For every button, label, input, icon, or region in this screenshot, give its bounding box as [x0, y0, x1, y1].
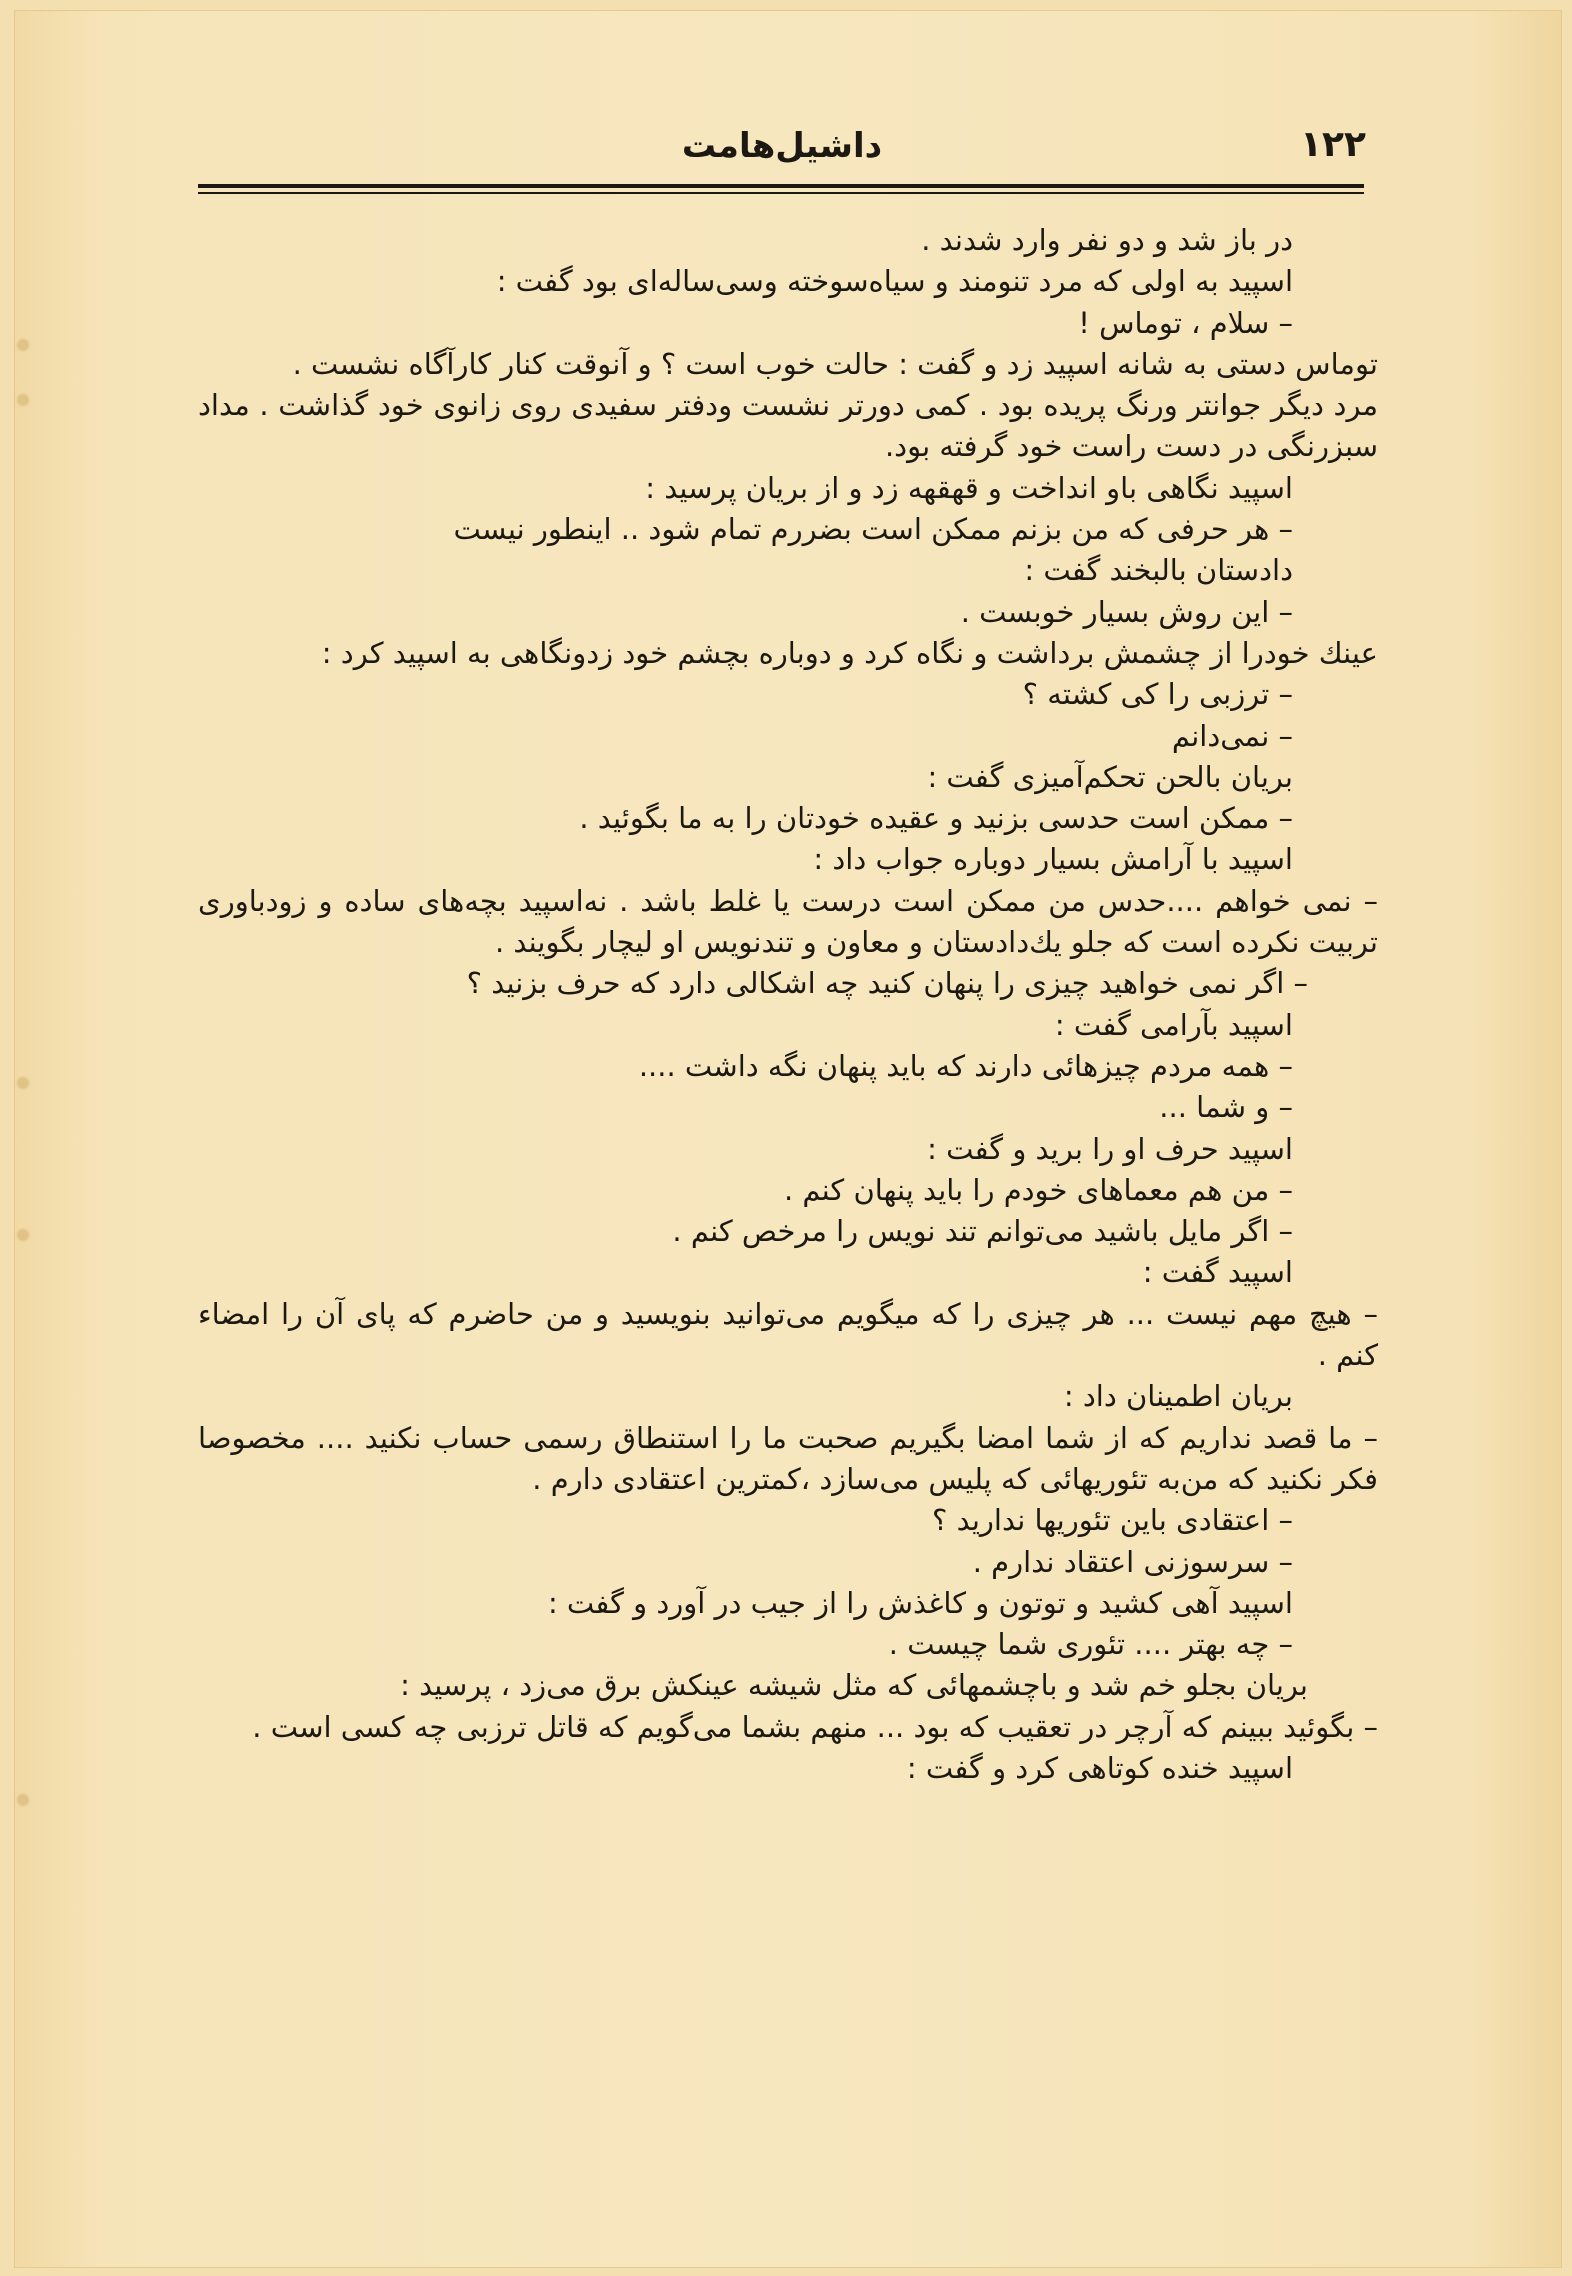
- paragraph: دادستان بالبخند گفت :: [1024, 553, 1293, 588]
- page-number: ۱۲۲: [1300, 124, 1366, 165]
- paragraph: بریان بالحن تحکم‌آمیزی گفت :: [927, 759, 1293, 794]
- binding-hole: [18, 1230, 28, 1240]
- paragraph: عینك خودرا از چشمش برداشت و نگاه کرد و دوباره بچشم خود زدونگاهی به اسپید کرد :: [321, 635, 1378, 670]
- paragraph: اسپید حرف او را برید و گفت :: [927, 1131, 1293, 1166]
- paragraph: – نمی خواهم ....حدس من ممکن است درست یا غلط باشد . نه‌اسپید بچه‌های ساده و زودباوری تربیت نکرده است که جلو یك‌دادستان و معاون و تندنویس او لیچار بگویند .: [198, 883, 1378, 960]
- paragraph: اسپید به اولی که مرد تنومند و سیاه‌سوخته وسی‌ساله‌ای بود گفت :: [496, 264, 1293, 299]
- paragraph: – بگوئید ببینم که آرچر در تعقیب که بود ... منهم بشما می‌گویم که قاتل ترزبی چه کسی است .: [252, 1709, 1378, 1744]
- paragraph: بریان اطمینان داد :: [1063, 1379, 1293, 1414]
- header-rule-thin: [198, 192, 1364, 194]
- paragraph: در باز شد و دو نفر وارد شدند .: [921, 223, 1293, 257]
- paragraph: – ما قصد نداریم که از شما امضا بگیریم صحبت ما را استنطاق رسمی حساب نکنید .... مخصوصا فکر نکنید که من‌به تئوریهائی که پلیس می‌سازد ،کمترین اعتقادی دارم .: [198, 1420, 1378, 1496]
- binding-hole: [18, 395, 28, 405]
- paragraph: – اگر مایل باشید می‌توانم تند نویس را مرخص کنم .: [672, 1214, 1293, 1249]
- paragraph: مرد دیگر جوانتر ورنگ پریده بود . کمی دورتر نشست ودفتر سفیدی روی زانوی خود گذاشت . مداد سبزرنگی در دست راست خود گرفته بود.: [198, 388, 1378, 464]
- paragraph: – اگر نمی خواهید چیزی را پنهان کنید چه اشکالی دارد که حرف بزنید ؟: [466, 966, 1308, 1001]
- paragraph: – سلام ، توماس !: [1078, 305, 1293, 340]
- paragraph: – چه بهتر .... تئوری شما چیست .: [888, 1627, 1293, 1662]
- binding-hole: [18, 1795, 28, 1805]
- page-header: [198, 118, 1366, 174]
- paragraph: اسپید آهی کشید و توتون و کاغذش را از جیب در آورد و گفت :: [547, 1585, 1293, 1620]
- paragraph: – هر حرفی که من بزنم ممکن است بضررم تمام شود .. اینطور نیست: [453, 512, 1293, 547]
- paragraph: – سرسوزنی اعتقاد ندارم .: [972, 1544, 1293, 1579]
- body-text: [198, 220, 1378, 1789]
- binding-hole: [18, 1078, 28, 1088]
- paragraph: – ممکن است حدسی بزنید و عقیده خودتان را به ما بگوئید .: [579, 801, 1293, 836]
- paragraph: اسپید با آرامش بسیار دوباره جواب داد :: [813, 842, 1293, 877]
- paragraph: توماس دستی به شانه اسپید زد و گفت : حالت خوب است ؟ و آنوقت کنار کارآگاه نشست .: [292, 346, 1378, 381]
- paragraph: – من هم معماهای خودم را باید پنهان کنم .: [783, 1172, 1293, 1207]
- binding-hole: [18, 340, 28, 350]
- paragraph: – ترزبی را کی کشته ؟: [1022, 677, 1293, 712]
- paragraph: اسپید خنده کوتاهی کرد و گفت :: [906, 1750, 1293, 1785]
- paragraph: اسپید گفت :: [1142, 1255, 1293, 1290]
- running-title: داشیل‌هامت: [681, 126, 883, 166]
- paragraph: – و شما ...: [1159, 1090, 1293, 1125]
- paragraph: – هیچ مهم نیست ... هر چیزی را که میگویم می‌توانید بنویسید و من حاضرم که پای آن را امضاء کنم .: [198, 1296, 1378, 1373]
- paragraph: بریان بجلو خم شد و باچشمهائی که مثل شیشه عینکش برق می‌زد ، پرسید :: [400, 1668, 1308, 1703]
- paragraph: – این روش بسیار خوبست .: [960, 594, 1293, 629]
- header-rule: [198, 184, 1364, 188]
- paragraph: – همه مردم چیزهائی دارند که باید پنهان نگه داشت ....: [638, 1048, 1293, 1083]
- paragraph: اسپید بآرامی گفت :: [1054, 1007, 1293, 1042]
- paragraph: – اعتقادی باین تئوریها ندارید ؟: [932, 1503, 1293, 1538]
- paragraph: اسپید نگاهی باو انداخت و قهقهه زد و از بریان پرسید :: [645, 470, 1293, 505]
- paragraph: – نمی‌دانم: [1171, 718, 1293, 753]
